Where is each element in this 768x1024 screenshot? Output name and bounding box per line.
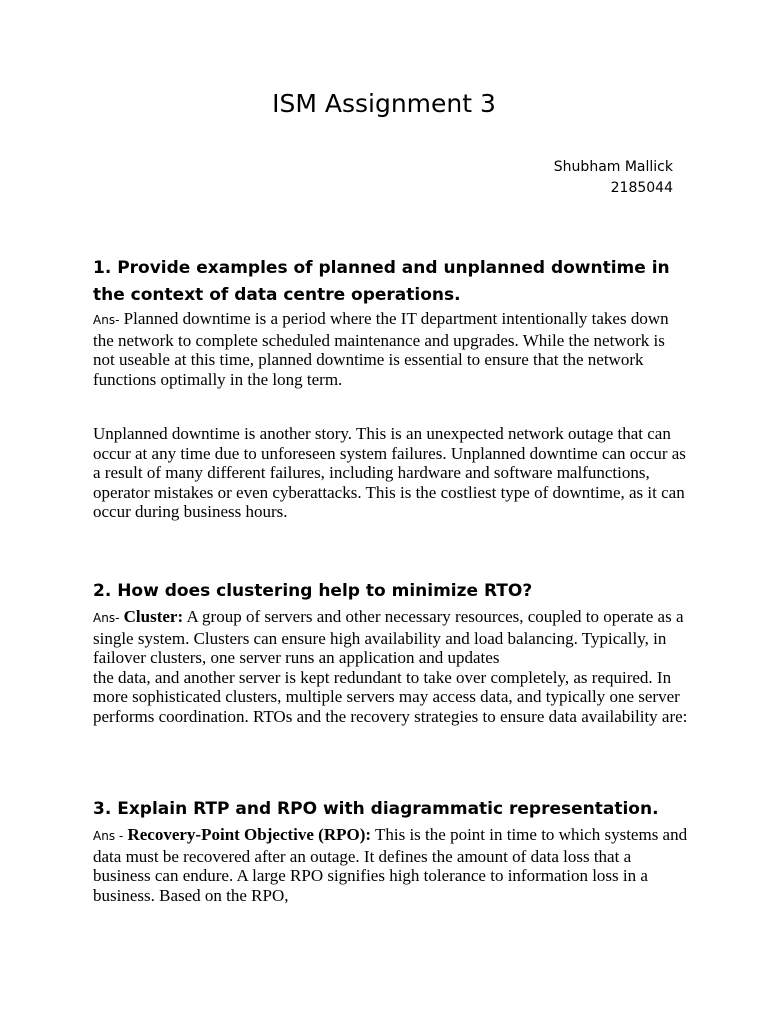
- document-title: ISM Assignment 3: [272, 89, 496, 118]
- answer-3-paragraph: [93, 825, 688, 905]
- question-1-heading: 1. Provide examples of planned and unplanned downtime in the context of data centre operations.: [93, 258, 670, 305]
- question-3-heading: 3. Explain RTP and RPO with diagrammatic representation.: [93, 799, 659, 819]
- answer-2-prefix: Ans-: [93, 611, 120, 625]
- answer-2-term: Cluster:: [119, 607, 184, 626]
- answer-2-paragraph: [93, 607, 688, 726]
- author-name: Shubham Mallick: [553, 159, 673, 175]
- answer-1-prefix: Ans-: [93, 313, 120, 327]
- author-block: [554, 157, 673, 199]
- answer-1-paragraph-2: Unplanned downtime is another story. This is an unexpected network outage that can occur at any time due to unforeseen system failures. Unplanned downtime can occur as a result of many different failures, including hardware and software malfunctions, operator mistakes or even cyberattacks. This is the costliest type of downtime, as it can occur during business hours.: [93, 424, 686, 521]
- answer-2-text-b: the data, and another server is kept redundant to take over completely, as required. In more sophisticated clusters, multiple servers may access data, and typically one server performs coordination. RTOs and the recovery strategies to ensure data availability are:: [93, 667, 688, 726]
- answer-3-term: Recovery-Point Objective (RPO):: [123, 825, 372, 844]
- answer-1-text: Planned downtime is a period where the IT department intentionally takes down the network to complete scheduled maintenance and upgrades. While the network is not useable at this time, planned downtime is essential to ensure that the network functions optimally in the long term.: [93, 309, 669, 389]
- answer-3-text: This is the point in time to which systems and data must be recovered after an outage. It defines the amount of data loss that a business can endure. A large RPO signifies high tolerance to information loss in a business. Based on the RPO,: [93, 825, 688, 905]
- answer-1-paragraph-1: [93, 309, 688, 389]
- answer-3-prefix: Ans -: [93, 829, 124, 843]
- question-2-heading: 2. How does clustering help to minimize RTO?: [93, 581, 533, 601]
- answer-2-text-a: A group of servers and other necessary resources, coupled to operate as a single system. Clusters can ensure high availability and load balancing. Typically, in failover clusters, one server runs an application and updates: [93, 607, 684, 667]
- author-id: 2185044: [610, 180, 673, 196]
